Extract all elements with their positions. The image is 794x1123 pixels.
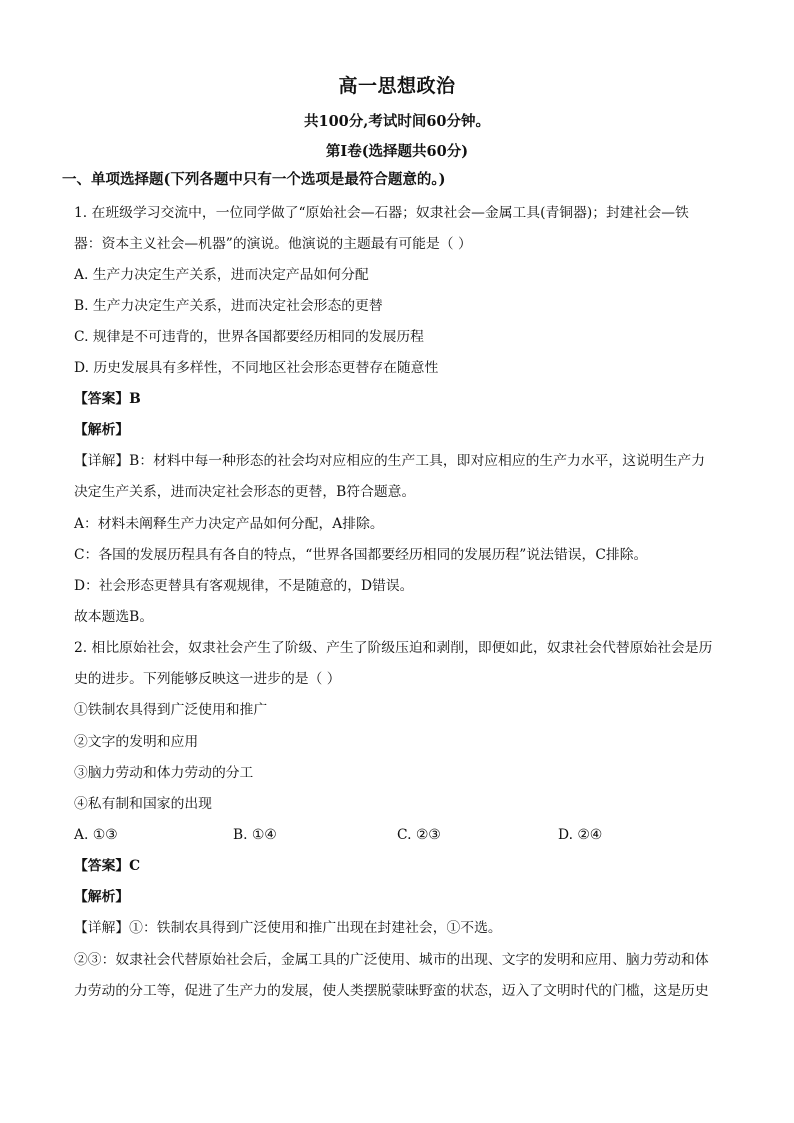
page-title: 高一思想政治: [338, 75, 456, 97]
q1-option-a: A. 生产力决定生产关系，进而决定产品如何分配: [74, 267, 369, 283]
q1-stem-line2: 器：资本主义社会—机器”的演说。他演说的主题最有可能是（ ）: [74, 236, 472, 252]
q1-detail-line2: 决定生产关系，进而决定社会形态的更替，B符合题意。: [74, 484, 416, 500]
q2-item-4: ④私有制和国家的出现: [74, 796, 212, 812]
q2-option-b: B. ①④: [233, 827, 277, 843]
q1-stem-line1: 1. 在班级学习交流中，一位同学做了“原始社会—石器；奴隶社会—金属工具(青铜器)；封建社会—铁: [74, 205, 689, 221]
q2-option-a: A. ①③: [74, 827, 118, 843]
q2-item-1: ①铁制农具得到广泛使用和推广: [74, 702, 268, 718]
q2-analysis-label: 【解析】: [74, 889, 130, 905]
q2-detail-line2: ②③：奴隶社会代替原始社会后，金属工具的广泛使用、城市的出现、文字的发明和应用、脑力劳动和体: [74, 952, 709, 968]
q1-detail-d: D：社会形态更替具有客观规律，不是随意的，D错误。: [74, 578, 414, 594]
q2-stem-line1: 2. 相比原始社会，奴隶社会产生了阶级、产生了阶级压迫和剥削，即便如此，奴隶社会代替原始社会是历: [74, 640, 713, 656]
exam-info: 共100分,考试时间60分钟。: [304, 113, 490, 130]
q2-detail-line1: 【详解】①：铁制农具得到广泛使用和推广出现在封建社会，①不选。: [74, 920, 502, 936]
q1-analysis-label: 【解析】: [74, 422, 130, 438]
q1-detail-a: A：材料未阐释生产力决定产品如何分配，A排除。: [74, 516, 384, 532]
q2-stem-line2: 史的进步。下列能够反映这一进步的是（ ）: [74, 671, 341, 687]
q1-option-c: C. 规律是不可违背的，世界各国都要经历相同的发展历程: [74, 329, 424, 345]
q2-option-d: D. ②④: [558, 827, 603, 843]
q2-answer: 【答案】C: [74, 858, 141, 874]
q1-conclusion: 故本题选B。: [74, 609, 154, 625]
q2-option-c: C. ②③: [397, 827, 441, 843]
q2-item-2: ②文字的发明和应用: [74, 734, 199, 750]
q2-detail-line3: 力劳动的分工等，促进了生产力的发展，使人类摆脱蒙昧野蛮的状态，迈入了文明时代的门槛，这是历史: [74, 983, 709, 999]
section-heading: 一、单项选择题(下列各题中只有一个选项是最符合题意的。): [62, 171, 446, 188]
q2-item-3: ③脑力劳动和体力劳动的分工: [74, 765, 254, 781]
part-heading: 第Ⅰ卷(选择题共60分): [325, 143, 469, 160]
q1-option-b: B. 生产力决定生产关系，进而决定社会形态的更替: [74, 298, 383, 314]
q1-detail-c: C：各国的发展历程具有各自的特点，“世界各国都要经历相同的发展历程”说法错误，C排除。: [74, 547, 648, 563]
q1-answer: 【答案】B: [74, 391, 141, 407]
q1-detail-line1: 【详解】B：材料中每一种形态的社会均对应相应的生产工具，即对应相应的生产力水平，这说明生产力: [74, 453, 705, 469]
q1-option-d: D. 历史发展具有多样性，不同地区社会形态更替存在随意性: [74, 360, 439, 376]
